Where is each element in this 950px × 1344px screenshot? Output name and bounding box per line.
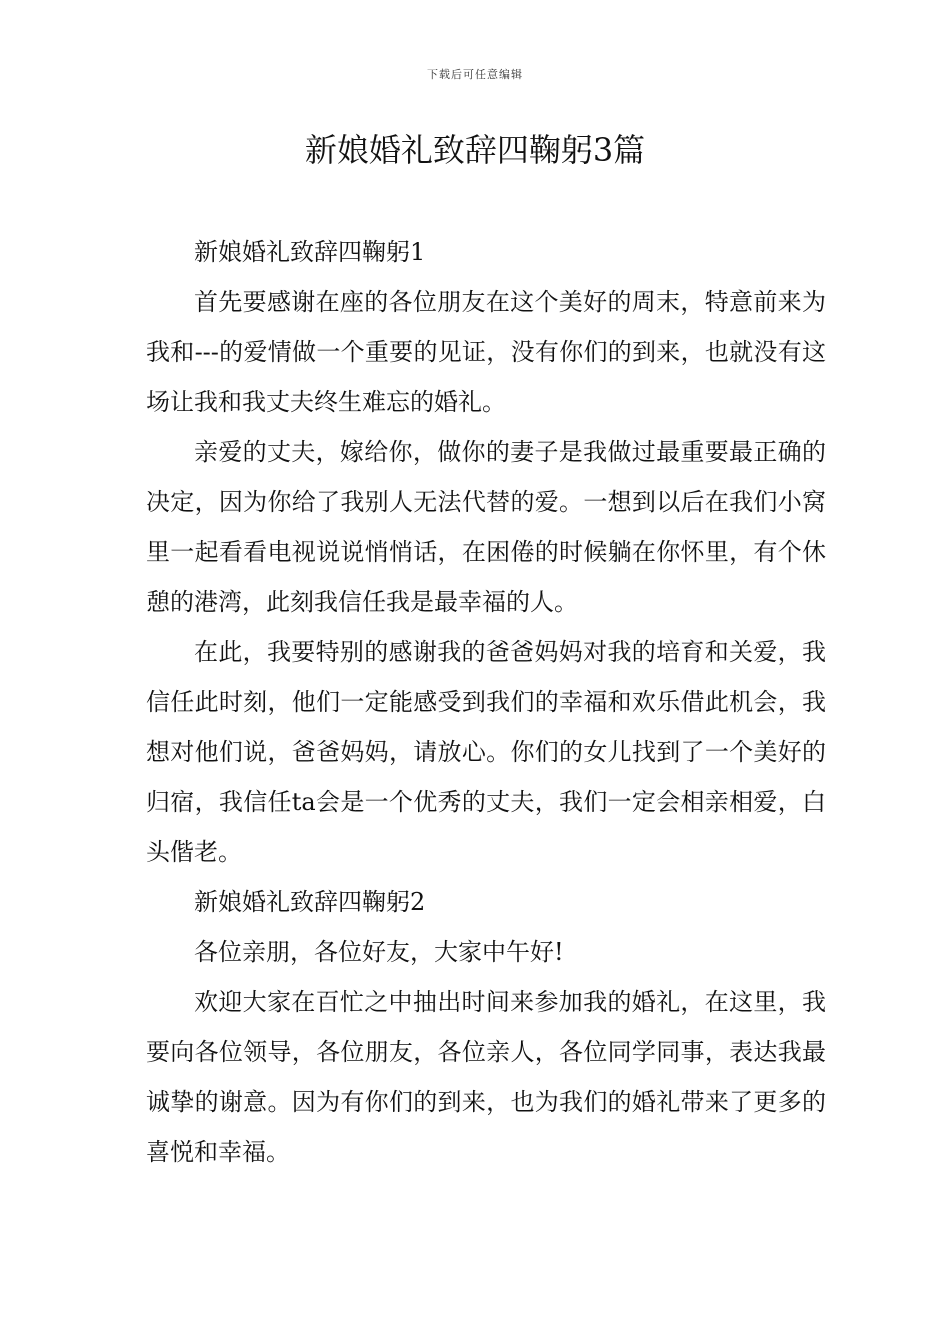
paragraph: 各位亲朋，各位好友，大家中午好! (194, 938, 564, 966)
header-note: 下载后可任意编辑 (427, 68, 523, 81)
paragraph: 欢迎大家在百忙之中抽出时间来参加我的婚礼，在这里，我要向各位领导，各位朋友，各位亲人，各位同学同事，表达我最诚挚的谢意。因为有你们的到来，也为我们的婚礼带来了更多的喜悦和幸福。 (146, 988, 826, 1166)
paragraph: 在此，我要特别的感谢我的爸爸妈妈对我的培育和关爱，我信任此时刻，他们一定能感受到我们的幸福和欢乐借此机会，我想对他们说，爸爸妈妈，请放心。你们的女儿找到了一个美好的归宿，我信任ta会是一个优秀的丈夫，我们一定会相亲相爱，白头偕老。 (146, 638, 826, 866)
section-heading-2: 新娘婚礼致辞四鞠躬2 (194, 888, 426, 916)
section-heading-1: 新娘婚礼致辞四鞠躬1 (194, 238, 426, 266)
document-title: 新娘婚礼致辞四鞠躬3篇 (304, 131, 646, 169)
paragraph: 亲爱的丈夫，嫁给你，做你的妻子是我做过最重要最正确的决定，因为你给了我别人无法代替的爱。一想到以后在我们小窝里一起看看电视说说悄悄话，在困倦的时候躺在你怀里，有个休憩的港湾，此刻我信任我是最幸福的人。 (146, 438, 826, 616)
document-body (146, 227, 826, 1177)
paragraph: 首先要感谢在座的各位朋友在这个美好的周末，特意前来为我和---的爱情做一个重要的见证，没有你们的到来，也就没有这场让我和我丈夫终生难忘的婚礼。 (146, 288, 826, 416)
